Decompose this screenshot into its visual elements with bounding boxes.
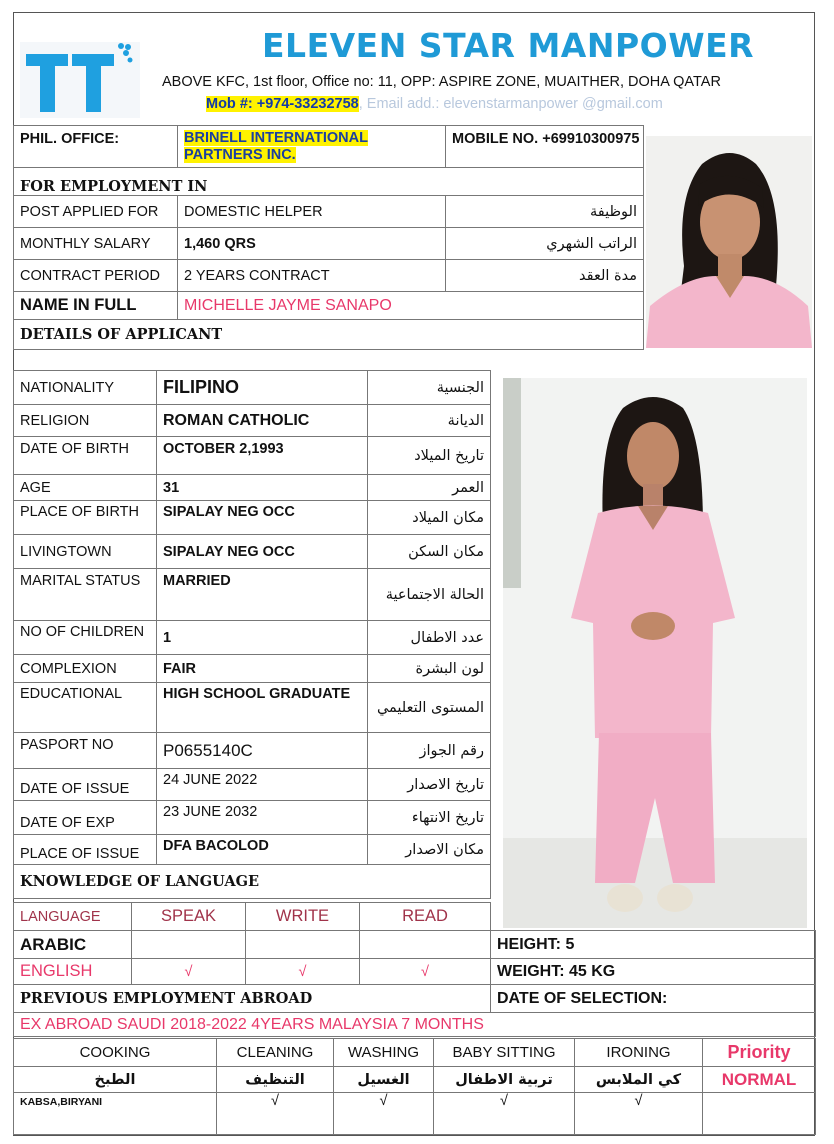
english-read: √ [360, 959, 491, 985]
skill-ar-baby-sitting: تربية الاطفال [434, 1067, 575, 1093]
skill-val-washing: √ [334, 1093, 434, 1135]
post-ar: الوظيفة [446, 196, 644, 228]
contract-ar: مدة العقد [446, 260, 644, 292]
nationality-ar: الجنسية [368, 371, 491, 405]
livingtown-value: SIPALAY NEG OCC [157, 535, 368, 569]
marital-value: MARRIED [157, 569, 368, 621]
complexion-label: COMPLEXION [14, 655, 157, 683]
education-value: HIGH SCHOOL GRADUATE [157, 683, 368, 733]
skill-ar-ironing: كي الملابس [575, 1067, 703, 1093]
language-heading: KNOWLEDGE OF LANGUAGE [14, 865, 491, 899]
arabic-read [360, 931, 491, 959]
priority-value: NORMAL [703, 1067, 816, 1093]
name-label: NAME IN FULL [14, 292, 178, 320]
skill-ar-cleaning: التنظيف [217, 1067, 334, 1093]
skill-col-baby-sitting: BABY SITTING [434, 1039, 575, 1067]
exp-date-label: DATE OF EXP [14, 801, 157, 835]
skill-val-baby-sitting: √ [434, 1093, 575, 1135]
pob-ar: مكان الميلاد [368, 501, 491, 535]
weight-value: WEIGHT: 45 KG [491, 959, 816, 985]
nationality-value: FILIPINO [157, 371, 368, 405]
language-col-language: LANGUAGE [14, 903, 132, 931]
complexion-ar: لون البشرة [368, 655, 491, 683]
livingtown-ar: مكان السكن [368, 535, 491, 569]
age-label: AGE [14, 475, 157, 501]
company-name: ELEVEN STAR MANPOWER [262, 26, 755, 65]
complexion-value: FAIR [157, 655, 368, 683]
company-logo [20, 42, 140, 118]
issue-place-value: DFA BACOLOD [157, 835, 368, 865]
pob-value: SIPALAY NEG OCC [157, 501, 368, 535]
children-label: NO OF CHILDREN [14, 621, 157, 655]
employment-table [13, 125, 644, 350]
priority-label: Priority [703, 1039, 816, 1067]
issue-place-label: PLACE OF ISSUE [14, 835, 157, 865]
age-ar: العمر [368, 475, 491, 501]
skill-val-cooking: KABSA,BIRYANI [14, 1093, 217, 1135]
children-value: 1 [157, 621, 368, 655]
language-col-write: WRITE [246, 903, 360, 931]
name-value: MICHELLE JAYME SANAPO [178, 292, 644, 320]
skill-ar-washing: الغسيل [334, 1067, 434, 1093]
post-label: POST APPLIED FOR [14, 196, 178, 228]
previous-heading: PREVIOUS EMPLOYMENT ABROAD [14, 985, 491, 1013]
nationality-label: NATIONALITY [14, 371, 157, 405]
age-value: 31 [157, 475, 368, 501]
contract-label: CONTRACT PERIOD [14, 260, 178, 292]
skills-table [13, 1038, 816, 1135]
arabic-speak [132, 931, 246, 959]
salary-value: 1,460 QRS [178, 228, 446, 260]
previous-text: EX ABROAD SAUDI 2018-2022 4YEARS MALAYSIA 7 MONTHS [14, 1013, 816, 1037]
livingtown-label: LIVINGTOWN [14, 535, 157, 569]
office-name: BRINELL INTERNATIONAL PARTNERS INC. [184, 130, 368, 163]
issue-date-label: DATE OF ISSUE [14, 769, 157, 801]
language-col-speak: SPEAK [132, 903, 246, 931]
pob-label: PLACE OF BIRTH [14, 501, 157, 535]
skill-col-ironing: IRONING [575, 1039, 703, 1067]
mobile-number: Mob #: +974-33232758 [206, 96, 359, 112]
language-arabic: ARABIC [14, 931, 132, 959]
religion-value: ROMAN CATHOLIC [157, 405, 368, 437]
date-of-selection: DATE OF SELECTION: [491, 985, 816, 1013]
email-address: , Email add.: elevenstarmanpower @gmail.com [358, 96, 663, 112]
issue-date-ar: تاريخ الاصدار [368, 769, 491, 801]
education-ar: المستوى التعليمي [368, 683, 491, 733]
skill-col-cleaning: CLEANING [217, 1039, 334, 1067]
arabic-write [246, 931, 360, 959]
marital-ar: الحالة الاجتماعية [368, 569, 491, 621]
office-name-cell [178, 126, 446, 168]
religion-ar: الديانة [368, 405, 491, 437]
salary-ar: الراتب الشهري [446, 228, 644, 260]
language-blank [491, 903, 816, 931]
passport-value: P0655140C [157, 733, 368, 769]
applicant-portrait-photo [646, 136, 812, 348]
details-table [13, 370, 491, 899]
contact-line [206, 96, 663, 112]
contract-value: 2 YEARS CONTRACT [178, 260, 446, 292]
company-address: ABOVE KFC, 1st floor, Office no: 11, OPP: ASPIRE ZONE, MUAITHER, DOHA QATAR [162, 74, 721, 90]
dob-value: OCTOBER 2,1993 [157, 437, 368, 475]
post-value: DOMESTIC HELPER [178, 196, 446, 228]
applicant-full-body-photo [503, 378, 807, 928]
dob-label: DATE OF BIRTH [14, 437, 157, 475]
passport-ar: رقم الجواز [368, 733, 491, 769]
exp-date-value: 23 JUNE 2032 [157, 801, 368, 835]
exp-date-ar: تاريخ الانتهاء [368, 801, 491, 835]
issue-date-value: 24 JUNE 2022 [157, 769, 368, 801]
skill-val-ironing: √ [575, 1093, 703, 1135]
education-label: EDUCATIONAL [14, 683, 157, 733]
religion-label: RELIGION [14, 405, 157, 437]
salary-label: MONTHLY SALARY [14, 228, 178, 260]
language-col-read: READ [360, 903, 491, 931]
office-label: PHIL. OFFICE: [14, 126, 178, 168]
skill-val-cleaning: √ [217, 1093, 334, 1135]
language-table [13, 902, 816, 1037]
children-ar: عدد الاطفال [368, 621, 491, 655]
skill-col-washing: WASHING [334, 1039, 434, 1067]
skill-ar-cooking: الطبخ [14, 1067, 217, 1093]
passport-label: PASPORT NO [14, 733, 157, 769]
language-english: ENGLISH [14, 959, 132, 985]
marital-label: MARITAL STATUS [14, 569, 157, 621]
dob-ar: تاريخ الميلاد [368, 437, 491, 475]
height-value: HEIGHT: 5 [491, 931, 816, 959]
employment-heading: FOR EMPLOYMENT IN [14, 168, 644, 196]
skill-col-cooking: COOKING [14, 1039, 217, 1067]
office-mobile: MOBILE NO. +69910300975 [446, 126, 644, 168]
priority-blank [703, 1093, 816, 1135]
english-speak: √ [132, 959, 246, 985]
english-write: √ [246, 959, 360, 985]
issue-place-ar: مكان الاصدار [368, 835, 491, 865]
details-heading: DETAILS OF APPLICANT [14, 320, 644, 350]
